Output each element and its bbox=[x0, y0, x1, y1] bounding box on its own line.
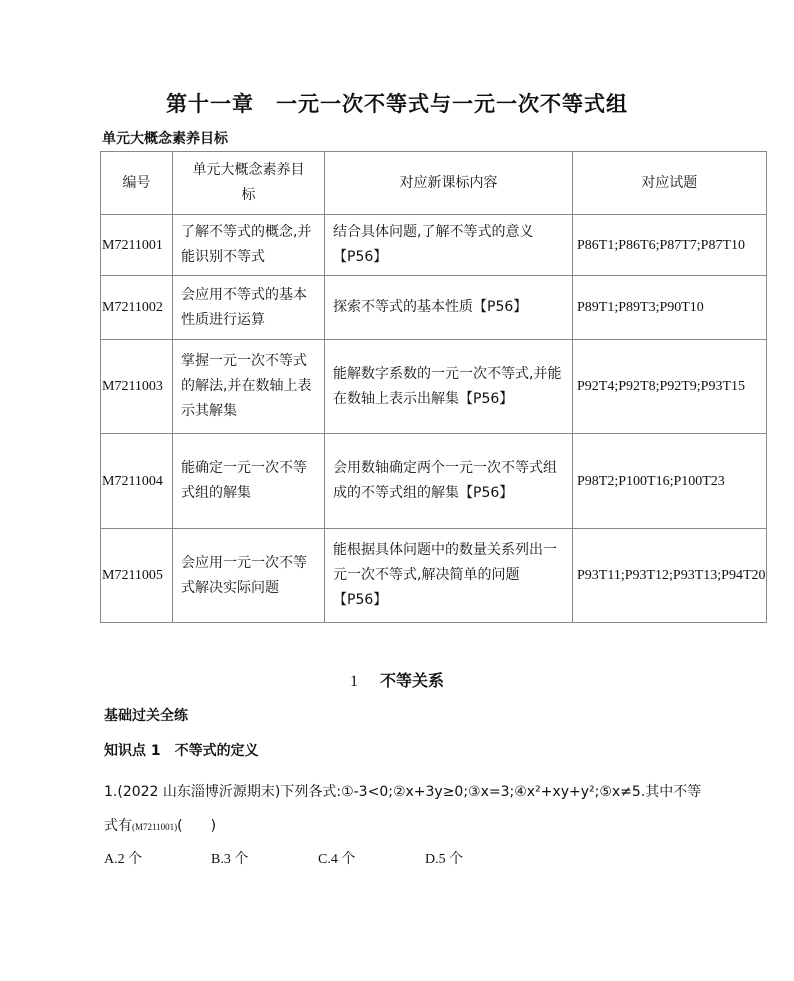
option-c[interactable]: C.4 个 bbox=[318, 852, 356, 867]
row-code: M7211003 bbox=[101, 340, 173, 434]
table-header-row bbox=[101, 152, 767, 215]
row-code: M7211002 bbox=[101, 276, 173, 340]
row-items: P93T11;P93T12;P93T13;P94T20 bbox=[573, 529, 767, 623]
knowledge-point bbox=[104, 740, 259, 760]
table-row bbox=[101, 340, 767, 434]
row-content: 结合具体问题,了解不等式的意义【P56】 bbox=[325, 215, 573, 276]
knowledge-point-title: 不等式的定义 bbox=[174, 743, 259, 759]
option-b[interactable]: B.3 个 bbox=[211, 852, 249, 867]
lesson-name: 不等关系 bbox=[379, 671, 444, 690]
row-content: 能解数字系数的一元一次不等式,并能在数轴上表示出解集【P56】 bbox=[325, 340, 573, 434]
section-label: 单元大概念素养目标 bbox=[102, 131, 228, 147]
row-code: M7211004 bbox=[101, 434, 173, 529]
row-content: 会用数轴确定两个一元一次不等式组成的不等式组的解集【P56】 bbox=[325, 434, 573, 529]
row-content: 能根据具体问题中的数量关系列出一元一次不等式,解决简单的问题【P56】 bbox=[325, 529, 573, 623]
answer-options bbox=[104, 848, 532, 868]
row-code: M7211005 bbox=[101, 529, 173, 623]
practice-heading: 基础过关全练 bbox=[104, 708, 188, 724]
goals-table bbox=[100, 151, 767, 623]
option-d[interactable]: D.5 个 bbox=[425, 852, 464, 867]
page-title: 第十一章 一元一次不等式与一元一次不等式组 bbox=[166, 92, 628, 116]
row-code: M7211001 bbox=[101, 215, 173, 276]
question-tail: ( ) bbox=[177, 818, 217, 834]
row-items: P89T1;P89T3;P90T10 bbox=[573, 276, 767, 340]
row-content: 探索不等式的基本性质【P56】 bbox=[325, 276, 573, 340]
row-goal: 掌握一元一次不等式的解法,并在数轴上表示其解集 bbox=[173, 340, 325, 434]
row-goal: 了解不等式的概念,并能识别不等式 bbox=[173, 215, 325, 276]
table-row bbox=[101, 276, 767, 340]
table-row bbox=[101, 529, 767, 623]
table-row bbox=[101, 215, 767, 276]
header-items: 对应试题 bbox=[573, 152, 767, 215]
header-code: 编号 bbox=[101, 152, 173, 215]
option-a[interactable]: A.2 个 bbox=[104, 852, 143, 867]
row-goal: 会应用不等式的基本性质进行运算 bbox=[173, 276, 325, 340]
row-goal: 会应用一元一次不等式解决实际问题 bbox=[173, 529, 325, 623]
lesson-title bbox=[0, 668, 794, 691]
question-code: (M7211001) bbox=[132, 822, 178, 832]
header-goal: 单元大概念素养目 标 bbox=[173, 152, 325, 215]
table-row bbox=[101, 434, 767, 529]
lesson-number: 1 bbox=[349, 673, 358, 690]
row-goal: 能确定一元一次不等式组的解集 bbox=[173, 434, 325, 529]
question-1 bbox=[104, 775, 704, 844]
question-text: 1.(2022 山东淄博沂源期末)下列各式:①-3<0;②x+3y≥0;③x=3;④x²+xy+y²;⑤x≠5.其中不等式有 bbox=[104, 784, 702, 834]
header-content: 对应新课标内容 bbox=[325, 152, 573, 215]
row-items: P98T2;P100T16;P100T23 bbox=[573, 434, 767, 529]
knowledge-point-label: 知识点 1 bbox=[104, 743, 161, 759]
row-items: P86T1;P86T6;P87T7;P87T10 bbox=[573, 215, 767, 276]
row-items: P92T4;P92T8;P92T9;P93T15 bbox=[573, 340, 767, 434]
